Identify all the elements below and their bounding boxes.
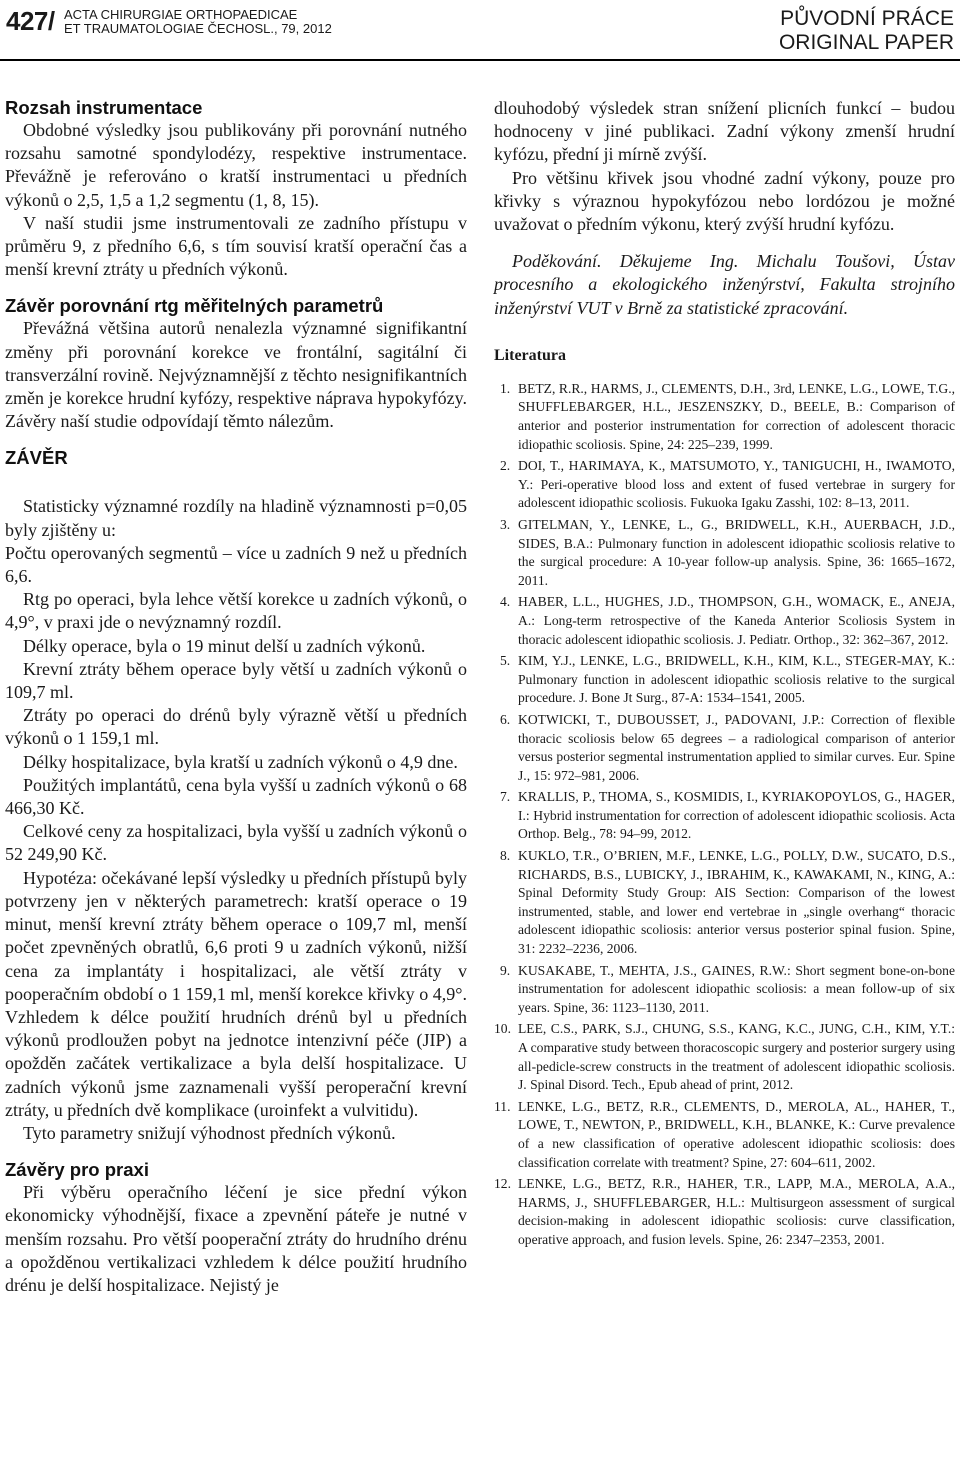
reference-item [494, 1175, 955, 1249]
reference-number: 6. [500, 711, 511, 727]
reference-number: 12. [494, 1176, 511, 1192]
reference-text: KIM, Y.J., LENKE, L.G., BRIDWELL, K.H., KIM, K.L., STEGER-MAY, K.: Pulmonary function in adolescent idiopathic scoliosis relative to the surgical procedure. J. Bone Jt Surg., 87-A: 1534–1541, 2005. [518, 653, 955, 706]
zaver-item: Počtu operovaných segmentů – více u zadních 9 než u předních 6,6. [5, 542, 467, 587]
paragraph-hypoteza: Hypotéza: očekávané lepší výsledky u předních přístupů byly potvrzeny jen v některých parametrech: kratší operace o 19 minut, menší krevní ztráty během operace o 109,7 ml, menší počet zpevněných obratlů, 6,6 proti 9 u zadních výkonů, nižší cena za implantáty i hospitalizaci, ale větší ztráty v pooperačním období o 1 159,1 ml, menší korekce křivky o 4,9°. Vzhledem k délce použití hrudních drénů byl u předních výkonů prodloužen pobyt na jednotce intenzivní péče (JIP) a opožděn začátek vertikalizace a byla delší hospitalizace. U zadních výkonů jsme zaznamenali vyšší peroperační krevní ztráty, u předních dvě komplikace (uroinfekt a vulvitidu). [5, 867, 467, 1120]
reference-number: 3. [500, 516, 511, 532]
page-number: 427/ [6, 6, 55, 36]
reference-text: KUKLO, T.R., O’BRIEN, M.F., LENKE, L.G., POLLY, D.W., SUCATO, D.S., RICHARDS, B.S., LUBICKY, J., IBRAHIM, K., KAWAKAMI, N., KING, A.: Spinal Deformity Study Group: AIS Section: Comparison of the lowest instrumented, stable, and lower end vertebrae in „single overhang“ thoracic adolescent idiopathic scoliosis: anterior versus posterior spinal fusion. Spine, 31: 2232–2236, 2006. [518, 848, 955, 957]
reference-text: KOTWICKI, T., DUBOUSSET, J., PADOVANI, J.P.: Correction of flexible thoracic scoliosis below 65 degrees – a radiological comparison of anterior versus posterior segmental instrumentation applied to similar curves. Eur. Spine J., 15: 972–981, 2006. [518, 711, 955, 783]
reference-item [494, 652, 955, 708]
right-column [494, 97, 955, 1253]
reference-item [494, 457, 955, 513]
heading-rozsah-instrumentace: Rozsah instrumentace [5, 97, 203, 118]
journal-title-line-1: ACTA CHIRURGIAE ORTHOPAEDICAE [64, 7, 298, 22]
reference-number: 7. [500, 789, 511, 805]
zaver-item: Rtg po operaci, byla lehce větší korekce u zadních výkonů, o 4,9°, v praxi jde o nevýznamný rozdíl. [5, 589, 467, 633]
reference-item [494, 788, 955, 844]
section-label-en: ORIGINAL PAPER [778, 31, 954, 54]
reference-number: 4. [500, 594, 511, 610]
reference-text: LENKE, L.G., BETZ, R.R., CLEMENTS, D., MEROLA, AL., HAHER, T., LOWE, T., NEWTON, P., BRIDWELL, K.H., BLANKE, K.: Curve prevalence of a new classification of operative adolescent idiopathic scoliosis: does classification correlate with treatment? Spine, 27: 604–611, 2002. [518, 1098, 955, 1170]
reference-text: HABER, L.L., HUGHES, J.D., THOMPSON, G.H., WOMACK, E., ANEJA, A.: Long-term retrospective of the Kaneda Anterior Scoliosis System in thoracic adolescent idiopathic scoliosis. J. Pediatr. Orthop., 32: 362–367, 2012. [518, 594, 955, 647]
heading-literatura: Literatura [494, 346, 566, 364]
heading-zaver-rtg: Závěr porovnání rtg měřitelných parametrů [5, 295, 384, 317]
journal-title-line-2: ET TRAUMATOLOGIAE ČECHOSL., 79, 2012 [64, 21, 332, 36]
section-label-cz: PŮVODNÍ PRÁCE [780, 7, 954, 30]
page-header [0, 0, 960, 62]
paragraph-zaver-intro: Statisticky významné rozdíly na hladině významnosti p=0,05 byly zjištěny u: [5, 496, 467, 540]
acknowledgement: Poděkování. Děkujeme Ing. Michalu Toušovi, Ústav procesního a ekologického inženýrství, Fakulta strojního inženýrství VUT v Brně za statistické zpracování. [494, 251, 955, 318]
reference-text: GITELMAN, Y., LENKE, L., G., BRIDWELL, K.H., AUERBACH, J.D., SIDES, B.A.: Pulmonary function in adolescent idiopathic scoliosis relative to the surgical procedure: A 10-year follow-up analysis. Spine, 36: 1665–1672, 2011. [518, 516, 955, 588]
left-column [5, 97, 467, 1297]
paragraph-zaver-rtg: Převážná většina autorů nenalezla významné signifikantní změny při porovnání korekce ve frontální, sagitální či transverzální rovině. Nejvýznamnější z těchto nesignifikantních změn je korekce hrudní kyfózy, respektive náprava hypokyfózy. Závěry naší studie odpovídají těmto nálezům. [5, 318, 467, 432]
reference-list [494, 380, 955, 1250]
reference-item [494, 711, 955, 785]
reference-item [494, 380, 955, 454]
reference-number: 11. [494, 1098, 511, 1114]
reference-text: LEE, C.S., PARK, S.J., CHUNG, S.S., KANG, K.C., JUNG, C.H., KIM, Y.T.: A comparative study between thoracoscopic surgery and posterior surgery using all-pedicle-screw constructs in the treatment of adolescent idiopathic scoliosis. J. Spinal Disord. Tech., Epub ahead of print, 2012. [518, 1021, 955, 1093]
heading-zaver: ZÁVĚR [5, 447, 68, 469]
reference-number: 1. [500, 380, 511, 396]
reference-number: 2. [500, 458, 511, 474]
reference-item [494, 1020, 955, 1094]
paragraph-rozsah-2: V naší studii jsme instrumentovali ze zadního přístupu v průměru 9, z předního 6,6, s tím souvisí kratší operační čas a menší krevní ztráty u předních výkonů. [5, 212, 467, 280]
zaver-item: Délky operace, byla o 19 minut delší u zadních výkonů. [23, 635, 426, 656]
paragraph-rozsah-1: Obdobné výsledky jsou publikovány při porovnání nutného rozsahu samotné spondylodézy, respektive instrumentace. Převážně je referováno o kratší instrumentaci u předních výkonů o 2,5, 1,5 a 1,2 segmentu (1, 8, 15). [5, 120, 467, 210]
reference-number: 9. [500, 962, 511, 978]
reference-item [494, 1098, 955, 1172]
paragraph-recommendation: Pro většinu křivek jsou vhodné zadní výkony, pouze pro křivky s výraznou hypokyfózou nebo lordózou je možné uvažovat o předním výkonu, který zvýší hrudní kyfózu. [494, 167, 955, 235]
reference-text: KUSAKABE, T., MEHTA, J.S., GAINES, R.W.: Short segment bone-on-bone instrumentation for adolescent idiopathic scoliosis: a mean follow-up of six years. Spine, 36: 1123–1130, 2011. [518, 962, 955, 1015]
zaver-item: Ztráty po operaci do drénů byly výrazně větší u předních výkonů o 1 159,1 ml. [5, 705, 467, 749]
reference-text: DOI, T., HARIMAYA, K., MATSUMOTO, Y., TANIGUCHI, H., IWAMOTO, Y.: Peri-operative blood loss and extent of fused vertebrae in surgery for adolescent idiopathic scoliosis. Fukuoka Igaku Zasshi, 102: 8–13, 2011. [518, 458, 955, 511]
section-label [779, 7, 954, 55]
header-rule [0, 59, 960, 61]
journal-title [64, 8, 332, 36]
zaver-item: Celkové ceny za hospitalizaci, byla vyšší u zadních výkonů o 52 249,90 Kč. [5, 821, 467, 865]
reference-item [494, 516, 955, 590]
reference-text: LENKE, L.G., BETZ, R.R., HAHER, T.R., LAPP, M.A., MEROLA, A.A., HARMS, J., SHUFFLEBARGER, H.L.: Multisurgeon assessment of surgical decision-making in adolescent idiopathic scoliosis: curve classification, operative approach, and fusion levels. Spine, 26: 2347–2353, 2001. [518, 1176, 955, 1247]
heading-zavery-pro-praxi: Závěry pro praxi [5, 1159, 149, 1181]
zaver-item: Použitých implantátů, cena byla vyšší u zadních výkonů o 68 466,30 Kč. [5, 774, 467, 819]
reference-text: BETZ, R.R., HARMS, J., CLEMENTS, D.H., 3rd, LENKE, L.G., LOWE, T.G., SHUFFLEBARGER, H.L., JESZENSZKY, D., BEELE, B.: Comparison of anterior and posterior instrumentation for correction of adolescent thoracic idiopathic scoliosis. Spine, 24: 225–239, 1999. [518, 380, 955, 452]
zaver-item: Délky hospitalizace, byla kratší u zadních výkonů o 4,9 dne. [23, 751, 458, 772]
reference-number: 5. [500, 653, 511, 669]
paragraph-zavery-pro-praxi: Při výběru operačního léčení je sice přední výkon ekonomicky výhodnější, fixace a zpevnění páteře je nutné v menším rozsahu. Pro větší pooperační ztráty do hrudního drénu a opožděnou vertikalizaci vzhledem k délce použití hrudního drénu je delší hospitalizace. Nejistý je [5, 1182, 467, 1295]
paragraph-tyto-parametry: Tyto parametry snižují výhodnost předních výkonů. [23, 1122, 396, 1143]
reference-text: KRALLIS, P., THOMA, S., KOSMIDIS, I., KYRIAKOPOYLOS, G., HAGER, I.: Hybrid instrumentation for correction of adolescent idiopathic scoliosis. Acta Orthop. Belg., 78: 94–99, 2012. [518, 789, 955, 842]
reference-item [494, 962, 955, 1018]
reference-item [494, 593, 955, 649]
paragraph-continuation: dlouhodobý výsledek stran snížení plicních funkcí – budou hodnoceny v jiné publikaci. Zadní výkony zmenší hrudní kyfózu, přední ji mírně zvýší. [494, 98, 955, 165]
zaver-item: Krevní ztráty během operace byly větší u zadních výkonů o 109,7 ml. [5, 658, 467, 703]
reference-number: 8. [500, 848, 511, 864]
reference-item [494, 847, 955, 959]
reference-number: 10. [494, 1021, 511, 1037]
